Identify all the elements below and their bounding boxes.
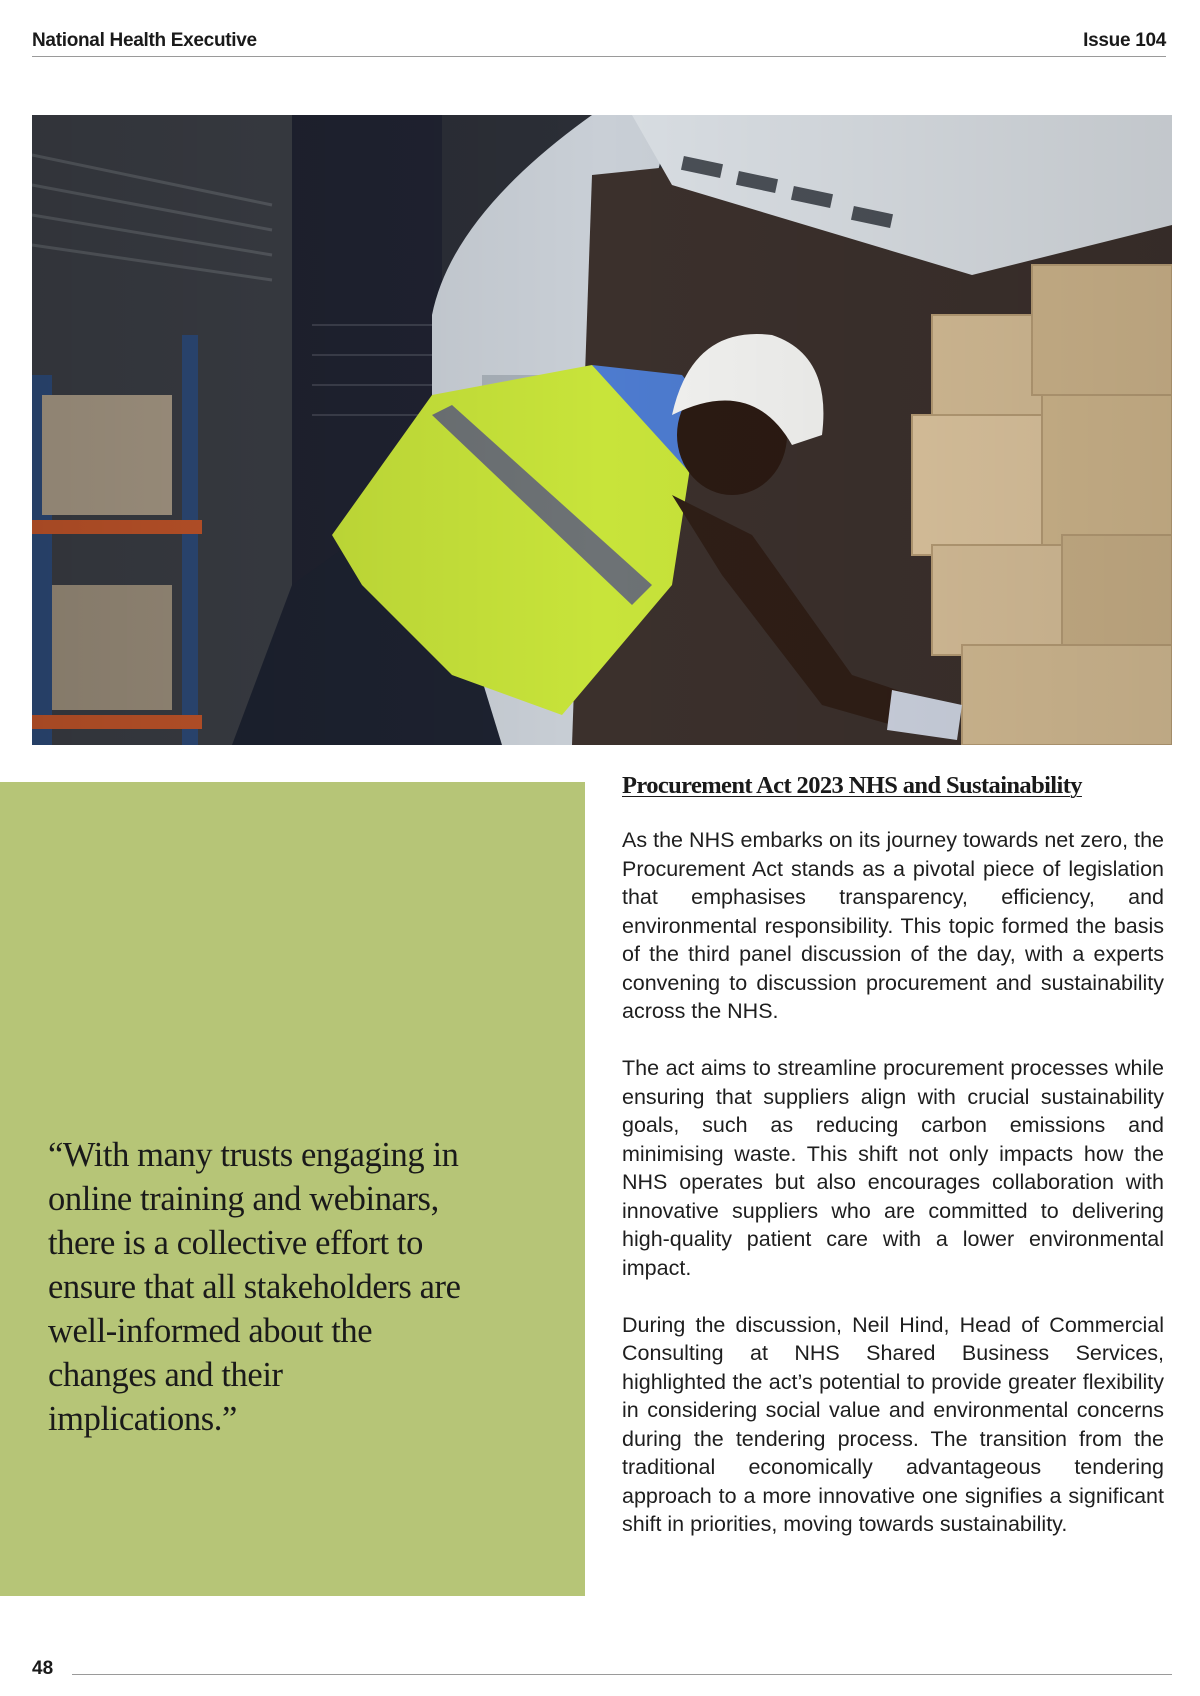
page-number: 48 — [32, 1658, 54, 1679]
issue-number: Issue 104 — [1083, 30, 1166, 51]
pull-quote: “With many trusts engaging in online training and webinars, there is a collective effort to ensure that all stakeholders are well-informed about the changes and their implications.” — [48, 1136, 461, 1438]
article-paragraph: During the discussion, Neil Hind, Head of Commercial Consulting at NHS Shared Business Services, highlighted the act’s potential to provide greater flexibility in considering social value and environmental concerns during the tendering process. The transition from the traditional economically advantageous tendering approach to a more innovative one signifies a significant shift in priorities, moving towards sustainability. — [622, 1312, 1164, 1536]
warehouse-worker-loading-van-photo — [32, 115, 1172, 745]
article-photo — [32, 115, 1172, 745]
article-body — [622, 770, 1164, 1567]
article-paragraph: As the NHS embarks on its journey towards net zero, the Procurement Act stands as a pivotal piece of legislation that emphasises transparency, efficiency, and environmental responsibility. This topic formed the basis of the third panel discussion of the day, with a experts convening to discussion procurement and sustainability across the NHS. — [622, 828, 1164, 1023]
page-footer — [32, 1658, 1172, 1682]
publication-name: National Health Executive — [32, 30, 257, 51]
page-header — [32, 28, 1166, 57]
article-paragraph: The act aims to streamline procurement processes while ensuring that suppliers align with crucial sustainability goals, such as reducing carbon emissions and minimising waste. This shift not only impacts how the NHS operates but also encourages collaboration with innovative suppliers who are committed to delivering high-quality patient care with a lower environmental impact. — [622, 1056, 1164, 1280]
footer-rule — [72, 1674, 1172, 1675]
article-title: Procurement Act 2023 NHS and Sustainability — [622, 772, 1082, 799]
